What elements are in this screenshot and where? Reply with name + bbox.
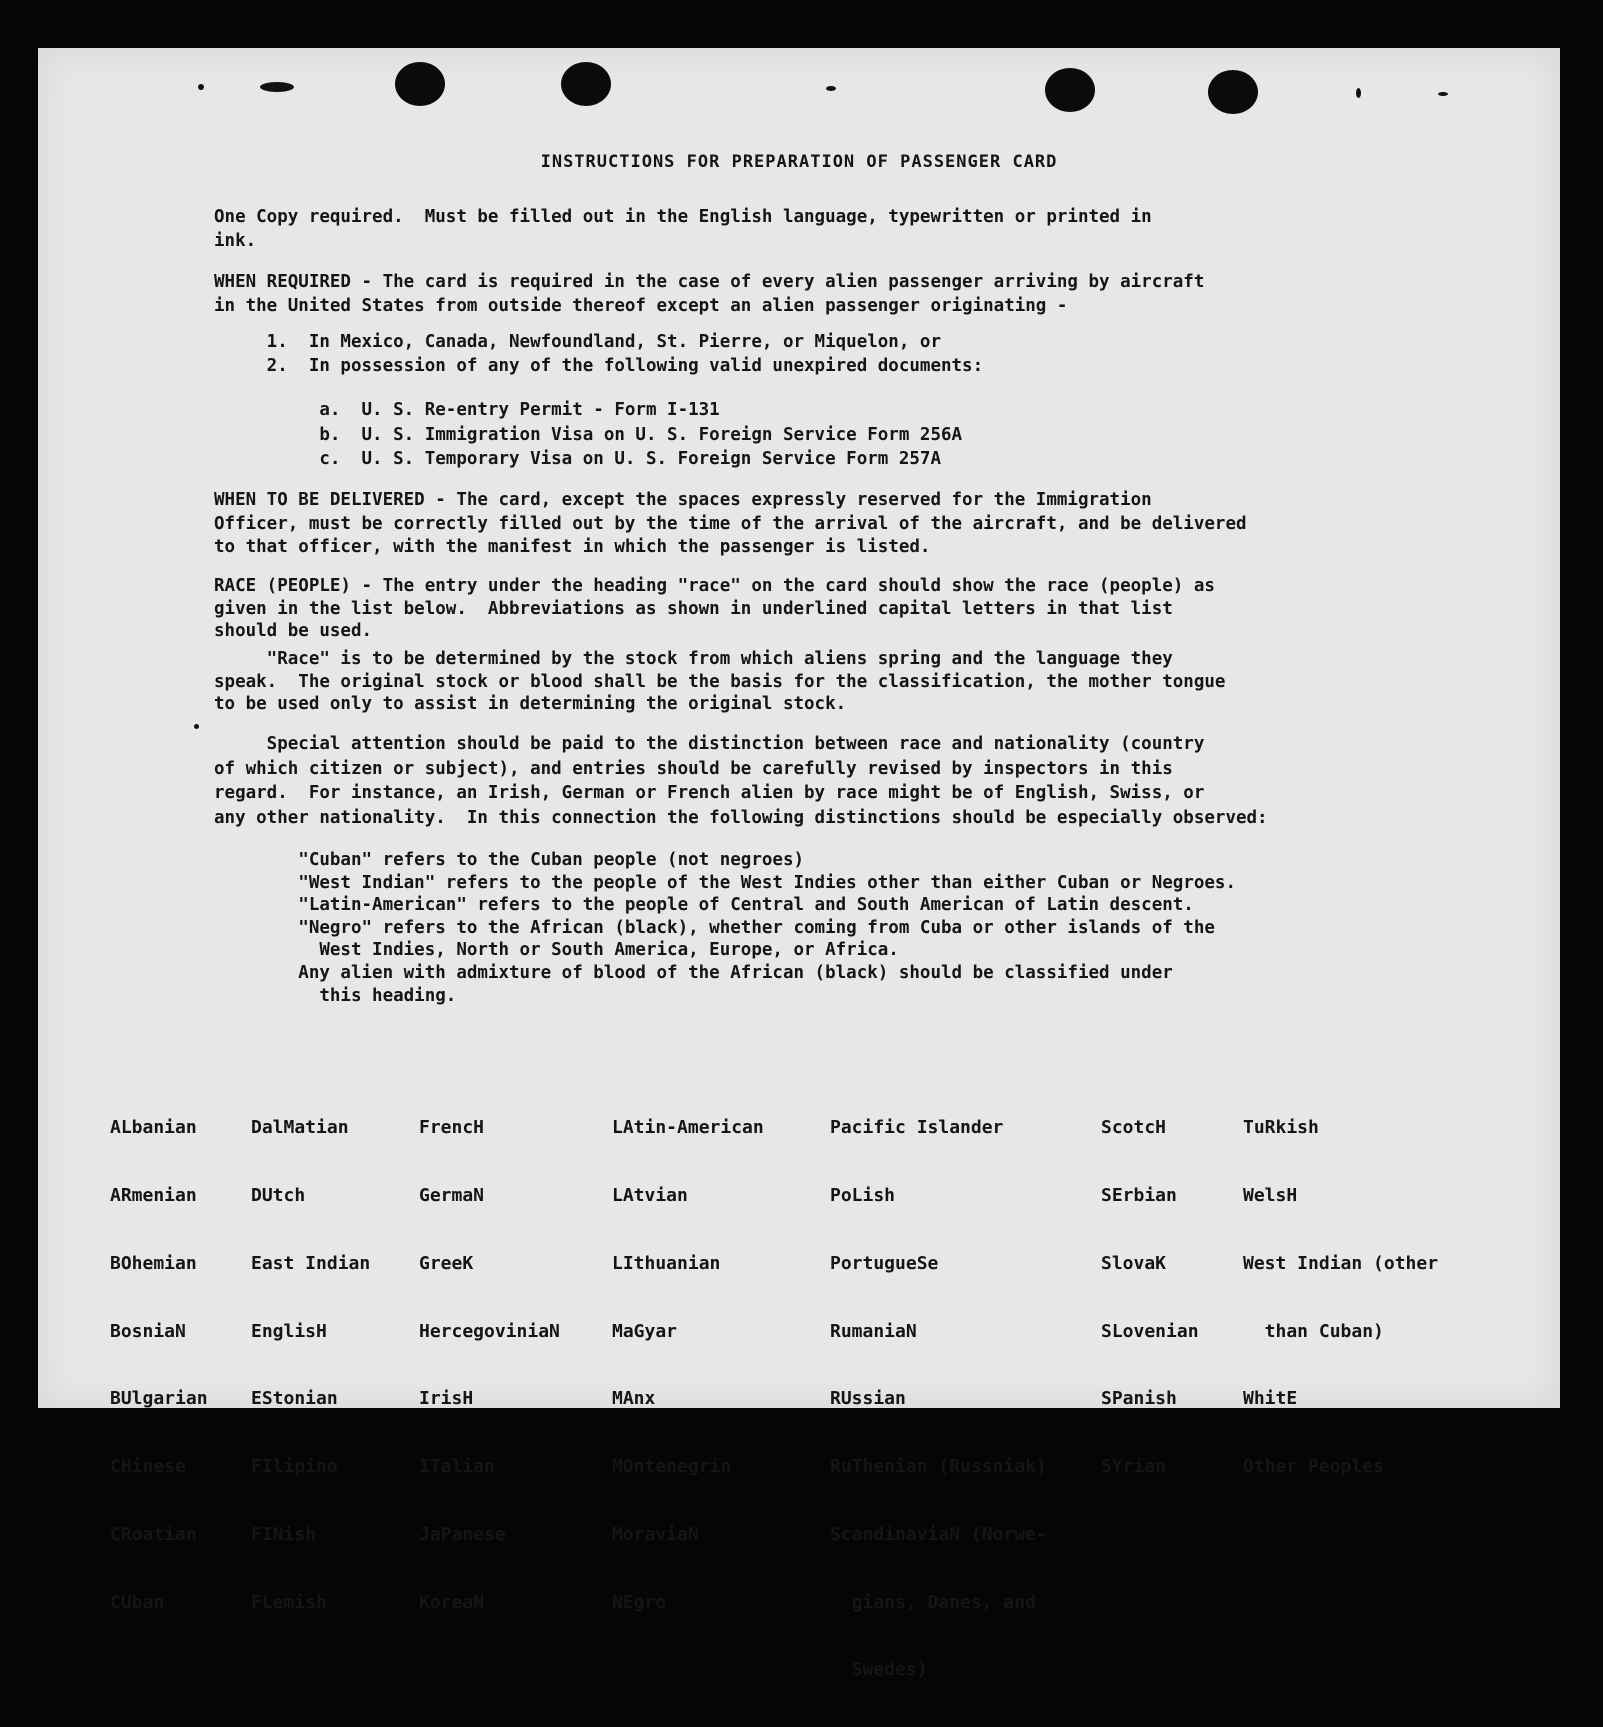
ink-speck	[260, 82, 294, 92]
race-item: Swedes)	[830, 1659, 928, 1681]
document-sheet	[38, 48, 1560, 1681]
race-column-6	[1101, 1072, 1199, 1524]
race-column-3	[419, 1072, 560, 1659]
race-item: LAtin-American	[612, 1117, 764, 1139]
race-item: NEgro	[612, 1591, 667, 1613]
race-item: FLemish	[251, 1591, 327, 1613]
race-item: CUban	[110, 1591, 165, 1613]
race-item: RumaniaN	[830, 1320, 917, 1342]
race-item: PortugueSe	[830, 1252, 939, 1274]
origin-exceptions-list: 1. In Mexico, Canada, Newfoundland, St. Pierre, or Miquelon, or 2. In possession of any of the following valid unexpired documents:	[266, 332, 984, 376]
race-item: MaGyar	[612, 1320, 678, 1342]
ink-speck	[1356, 88, 1361, 98]
when-delivered-paragraph: WHEN TO BE DELIVERED - The card, except the spaces expressly reserved for the Immigration Officer, must be correctly filled out by the time of the arrival of the aircraft, and be delivered to that officer, with the manifest in which the passenger is listed.	[214, 490, 1247, 557]
race-list	[38, 1072, 1560, 1681]
race-item: LAtvian	[612, 1184, 688, 1206]
ink-speck	[1438, 92, 1448, 96]
document-title: INSTRUCTIONS FOR PREPARATION OF PASSENGER CARD	[540, 152, 1058, 172]
race-item: HercegoviniaN	[419, 1320, 560, 1342]
punch-hole-4	[1208, 70, 1258, 114]
race-item: BUlgarian	[110, 1388, 208, 1410]
race-item: TuRkish	[1243, 1117, 1319, 1139]
race-column-2	[251, 1072, 370, 1659]
race-item: GreeK	[419, 1252, 474, 1274]
race-item: EStonian	[251, 1388, 338, 1410]
race-item: RuThenian (Russniak)	[830, 1456, 1047, 1478]
race-item: FrencH	[419, 1117, 485, 1139]
race-item: ALbanian	[110, 1117, 197, 1139]
race-item: IrisH	[419, 1388, 474, 1410]
valid-documents-list: a. U. S. Re-entry Permit - Form I-131 b. U. S. Immigration Visa on U. S. Foreign Service Form 256A c. U. S. Temporary Visa on U. S. Foreign Service Form 257A	[319, 400, 963, 469]
race-column-7	[1243, 1072, 1438, 1524]
punch-hole-2	[561, 62, 611, 106]
ink-speck	[826, 86, 836, 91]
race-people-paragraph: RACE (PEOPLE) - The entry under the heading "race" on the card should show the race (people) as given in the list below. Abbreviations as shown in underlined capital letters in that list should be used.	[214, 576, 1215, 641]
race-item: SYrian	[1101, 1456, 1167, 1478]
race-item: West Indian (other	[1243, 1252, 1439, 1274]
race-item: East Indian	[251, 1252, 371, 1274]
when-required-paragraph: WHEN REQUIRED - The card is required in the case of every alien passenger arriving by aircraft in the United States from outside thereof except an alien passenger originating -	[214, 272, 1205, 316]
race-item: WhitE	[1243, 1388, 1298, 1410]
distinctions-list: "Cuban" refers to the Cuban people (not negroes) "West Indian" refers to the people of the West Indies other than either Cuban or Negroes. "Latin-American" refers to the people of Central and South American of Latin descent. "Negro" refers to the African (black), whether coming from Cuba or other islands of the West Indies, North or South America, Europe, or Africa. Any alien with admixture of blood of the African (black) should be classified under this heading.	[298, 850, 1236, 1006]
race-item: SlovaK	[1101, 1252, 1167, 1274]
race-item: ScotcH	[1101, 1117, 1167, 1139]
race-item: SPanish	[1101, 1388, 1177, 1410]
special-attention-paragraph: Special attention should be paid to the distinction between race and nationality (country of which citizen or subject), and entries should be carefully revised by inspectors in this regard. For instance, an Irish, German or French alien by race might be of English, Swiss, or any other nationality. In this connection the following distinctions should be especially observed:	[214, 734, 1268, 828]
race-item: BosniaN	[110, 1320, 186, 1342]
race-item: SErbian	[1101, 1184, 1177, 1206]
race-item: RUssian	[830, 1388, 906, 1410]
race-determined-paragraph: "Race" is to be determined by the stock from which aliens spring and the language they speak. The original stock or blood shall be the basis for the classification, the mother tongue to be used only to assist in determining the original stock.	[214, 649, 1226, 714]
intro-paragraph: One Copy required. Must be filled out in the English language, typewritten or printed in ink.	[214, 207, 1152, 251]
race-item: MoraviaN	[612, 1523, 699, 1545]
race-item: BOhemian	[110, 1252, 197, 1274]
race-item: WelsH	[1243, 1184, 1298, 1206]
race-item: ITalian	[419, 1456, 495, 1478]
race-item: FIlipino	[251, 1456, 338, 1478]
race-item: PoLish	[830, 1184, 896, 1206]
race-item: than Cuban)	[1243, 1320, 1384, 1342]
race-column-4	[612, 1072, 764, 1659]
race-item: FINish	[251, 1523, 317, 1545]
punch-hole-1	[395, 62, 445, 106]
race-column-1	[110, 1072, 208, 1659]
race-item: LIthuanian	[612, 1252, 721, 1274]
race-item: Pacific Islander	[830, 1117, 1004, 1139]
punch-hole-3	[1045, 68, 1095, 112]
race-column-5	[830, 1072, 1047, 1727]
race-item: CHinese	[110, 1456, 186, 1478]
ink-speck	[194, 724, 199, 729]
race-item: ScandinaviaN (Norwe-	[830, 1523, 1047, 1545]
ink-speck	[198, 84, 204, 90]
race-item: DalMatian	[251, 1117, 349, 1139]
race-item: MAnx	[612, 1388, 656, 1410]
race-item: CRoatian	[110, 1523, 197, 1545]
race-item: gians, Danes, and	[830, 1591, 1036, 1613]
race-item: EnglisH	[251, 1320, 327, 1342]
race-item: ARmenian	[110, 1184, 197, 1206]
race-item: SLovenian	[1101, 1320, 1199, 1342]
race-item: GermaN	[419, 1184, 485, 1206]
race-item: MOntenegrin	[612, 1456, 732, 1478]
race-item: DUtch	[251, 1184, 306, 1206]
race-item: Other Peoples	[1243, 1456, 1384, 1478]
race-item: KoreaN	[419, 1591, 485, 1613]
race-item: JaPanese	[419, 1523, 506, 1545]
